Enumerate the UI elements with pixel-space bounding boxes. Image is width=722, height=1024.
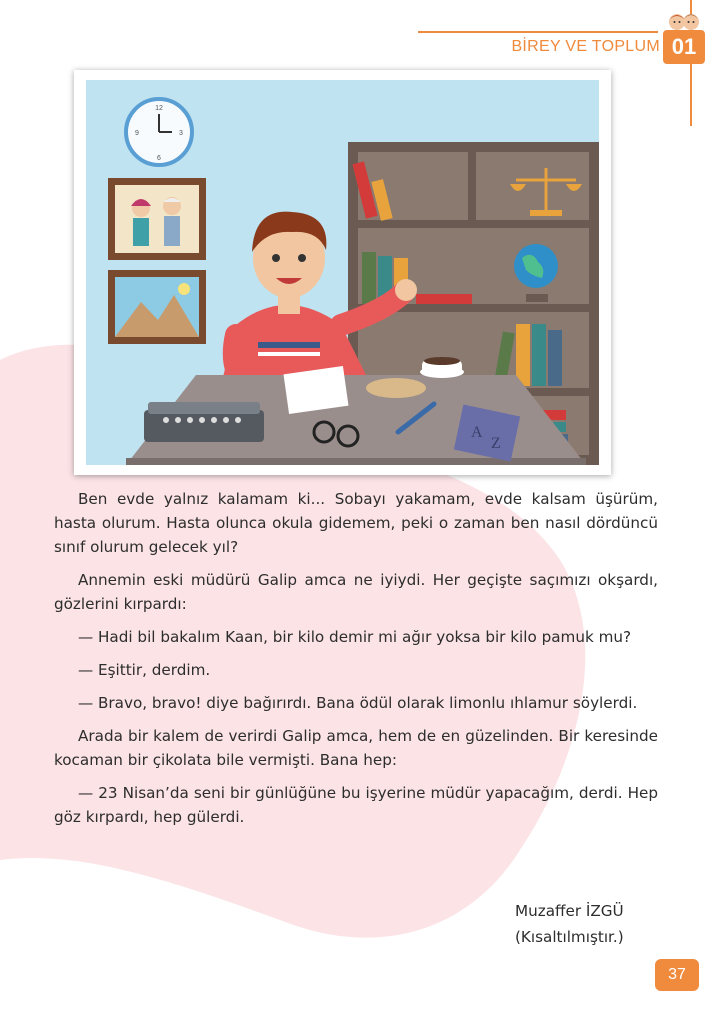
illustration-frame (74, 70, 611, 475)
story-paragraph: — Eşittir, derdim. (78, 661, 211, 679)
landscape-painting-icon (108, 270, 206, 344)
unit-badge: 01 (663, 30, 705, 64)
story-paragraph: Ben evde yalnız kalamam ki... Sobayı yakamam, evde kalsam üşürüm, hasta olurum. Hasta olunca okula gidemem, peki o zaman ben nasıl dördüncü sınıf olurum gelecek yıl? (54, 490, 658, 556)
clock-9: 9 (135, 130, 139, 137)
book-letter-z: Z (491, 435, 501, 452)
story-paragraph: Annemin eski müdürü Galip amca ne iyiydi. Her geçişte saçımızı okşardı, gözlerini kırpardı: (54, 571, 658, 613)
clock-6: 6 (157, 155, 161, 162)
family-portrait-icon (108, 178, 206, 260)
clock-3: 3 (179, 130, 183, 137)
story-text (54, 487, 658, 838)
typewriter-icon (144, 402, 264, 442)
tea-cup-icon (420, 357, 464, 378)
wall-clock-icon (126, 99, 192, 165)
story-paragraph: Arada bir kalem de verirdi Galip amca, hem de en güzelinden. Bir keresinde kocaman bir çikolata bile vermişti. Bana hep: (54, 727, 658, 769)
book-letter-a: A (471, 424, 483, 441)
author-name: Muzaffer İZGÜ (515, 902, 624, 920)
page-number: 37 (655, 959, 699, 991)
story-paragraph: — 23 Nisan’da seni bir günlüğüne bu işyerine müdür yapacağım, derdi. Hep göz kırpardı, hep gülerdi. (54, 784, 658, 826)
abridged-note: (Kısaltılmıştır.) (515, 928, 624, 946)
kids-icon (664, 8, 704, 32)
story-paragraph: — Hadi bil bakalım Kaan, bir kilo demir mi ağır yoksa bir kilo pamuk mu? (78, 628, 632, 646)
paper-sheet-icon (284, 366, 349, 414)
section-title: BİREY VE TOPLUM (511, 38, 660, 55)
clock-12: 12 (155, 105, 163, 112)
plate-icon (366, 378, 426, 398)
boy-writing-at-desk-illustration (86, 80, 599, 465)
author-block (515, 898, 624, 950)
story-paragraph: — Bravo, bravo! diye bağırırdı. Bana ödül olarak limonlu ıhlamur söylerdi. (78, 694, 638, 712)
header-rule (418, 31, 658, 33)
